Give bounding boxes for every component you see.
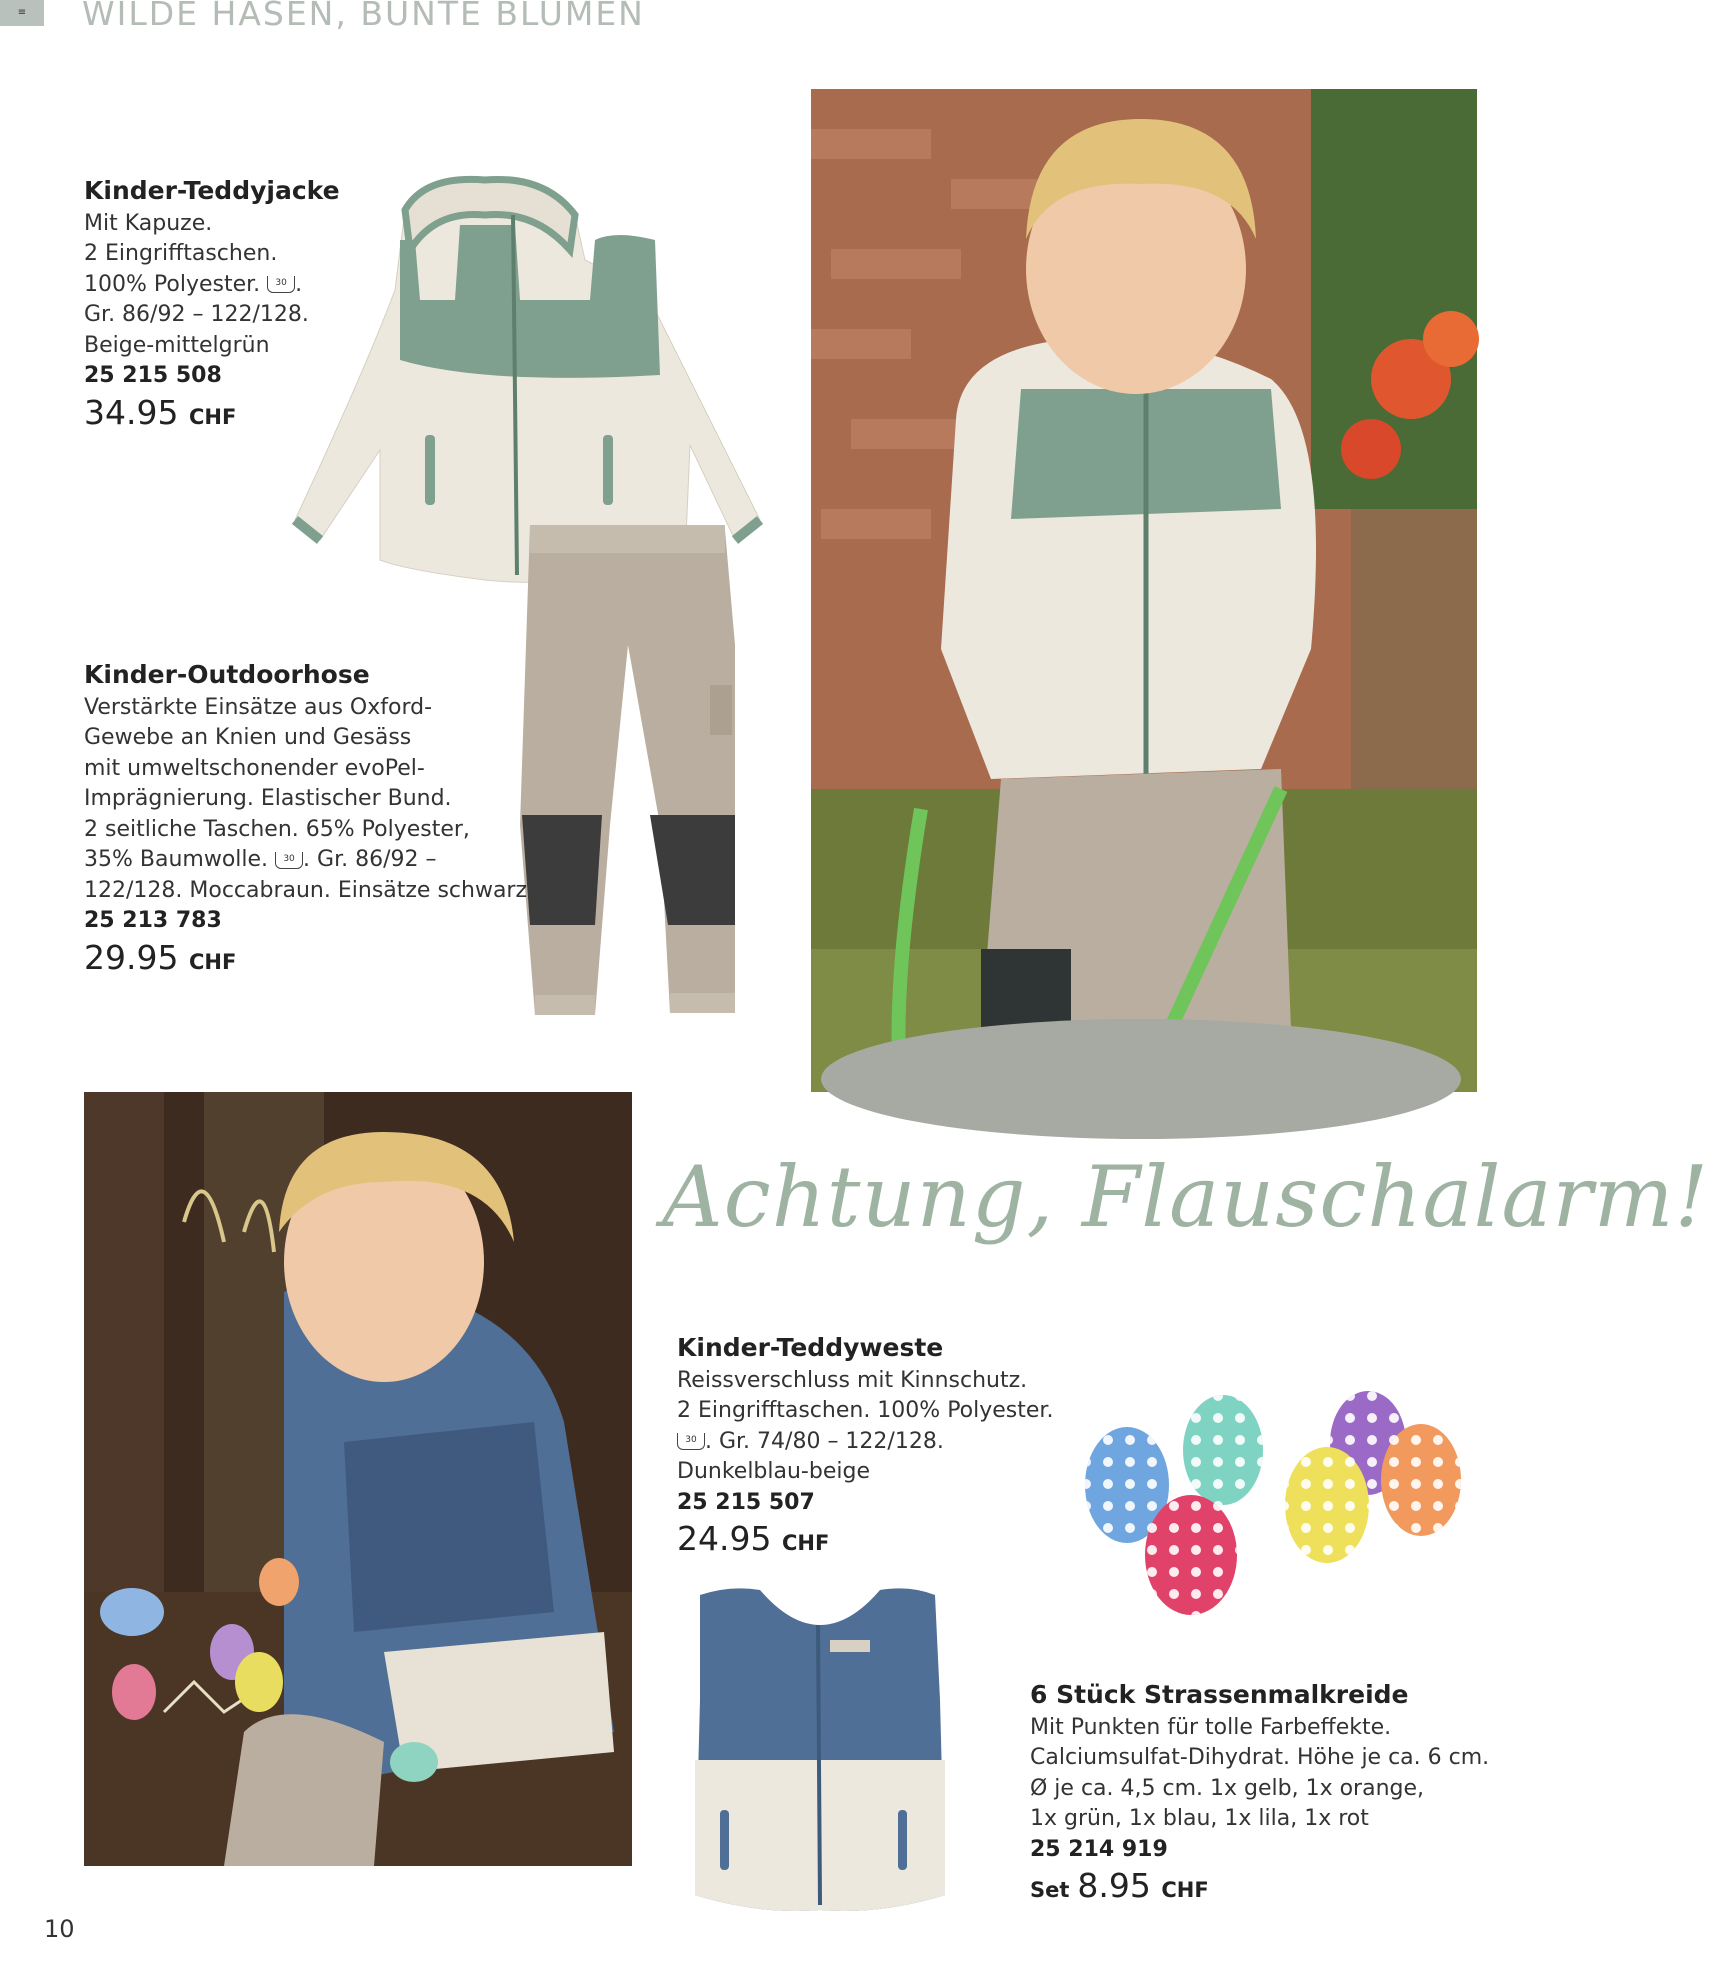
teddyweste-info: [677, 1333, 1053, 1559]
teddyjacke-price: 34.95: [84, 392, 179, 432]
outdoorhose-desc-line: Verstärkte Einsätze aus Oxford-: [84, 694, 433, 720]
teddyjacke-desc-line: Gr. 86/92 – 122/128.: [84, 302, 309, 327]
wash-30-icon: 30: [267, 276, 295, 293]
teddyweste-article-number: 25 215 507: [677, 1489, 815, 1515]
strassenmalkreide-desc-line: Mit Punkten für tolle Farbeffekte.: [1030, 1714, 1392, 1740]
strassenmalkreide-desc-line: Calciumsulfat-Dihydrat. Höhe je ca. 6 cm.: [1030, 1745, 1490, 1770]
outdoorhose-desc-line: . Gr. 86/92 –: [303, 847, 437, 872]
outdoorhose-desc-line: mit umweltschonender evoPel-: [84, 755, 425, 781]
photo-child-wheelbarrow: [811, 89, 1477, 1092]
teddyjacke-desc-line: Beige-mittelgrün: [84, 332, 270, 358]
outdoorhose-desc-line: Imprägnierung. Elastischer Bund.: [84, 786, 452, 811]
teddyjacke-desc-line: Mit Kapuze.: [84, 210, 213, 236]
photo-child-chalk: [84, 1092, 632, 1866]
chalk-egg-icon: [1381, 1424, 1461, 1536]
wash-30-icon: 30: [275, 852, 303, 869]
teddyweste-title: Kinder-Teddyweste: [677, 1333, 944, 1362]
strassenmalkreide-info: [1030, 1680, 1489, 1906]
chalk-photo-illustration: [84, 1092, 632, 1866]
outdoorhose-desc-line: Gewebe an Knien und Gesäss: [84, 725, 412, 750]
outdoorhose-desc-line: 2 seitliche Taschen. 65% Polyester,: [84, 816, 470, 842]
page-number: 10: [44, 1915, 75, 1943]
outdoorhose-price-block: [84, 937, 527, 978]
teddyweste-price: 24.95: [677, 1519, 772, 1558]
slogan-script: Achtung, Flauschalarm!: [662, 1148, 1709, 1246]
teddyweste-desc-line: Dunkelblau-beige: [677, 1459, 870, 1484]
strassenmalkreide-set-label: Set: [1030, 1878, 1070, 1902]
teddyjacke-title: Kinder-Teddyjacke: [84, 176, 340, 205]
strassenmalkreide-currency: CHF: [1161, 1878, 1209, 1902]
chalk-egg-icon: [1285, 1447, 1369, 1563]
teddyweste-price-block: [677, 1519, 1053, 1559]
outdoorhose-desc-line: 122/128. Moccabraun. Einsätze schwarz: [84, 877, 528, 903]
strassenmalkreide-desc-line: 1x grün, 1x blau, 1x lila, 1x rot: [1030, 1806, 1369, 1831]
garden-photo-illustration: [811, 89, 1477, 1092]
teddyjacke-desc-line: 2 Eingrifftaschen.: [84, 241, 278, 266]
outdoorhose-info: [84, 660, 527, 977]
strassenmalkreide-product-image: [1075, 1385, 1475, 1625]
chalk-egg-icon: [1145, 1495, 1237, 1615]
outdoorhose-article-number: 25 213 783: [84, 908, 222, 933]
outdoorhose-price: 29.95: [84, 937, 179, 977]
page-header-title: WILDE HASEN, BUNTE BLUMEN: [82, 0, 645, 33]
outdoorhose-desc-line: 35% Baumwolle.: [84, 847, 269, 872]
teddyjacke-currency: CHF: [188, 404, 237, 429]
strassenmalkreide-price: 8.95: [1077, 1866, 1151, 1905]
strassenmalkreide-article-number: 25 214 919: [1030, 1836, 1168, 1862]
chalk-egg-icon: [1183, 1395, 1263, 1505]
teddyweste-currency: CHF: [781, 1531, 830, 1555]
teddyweste-product-image: [680, 1580, 955, 1920]
teddyweste-desc-line: 2 Eingrifftaschen. 100% Polyester.: [677, 1398, 1054, 1423]
outdoorhose-currency: CHF: [188, 949, 237, 974]
vest-icon: [695, 1588, 945, 1911]
teddyjacke-article-number: 25 215 508: [84, 363, 222, 388]
strassenmalkreide-desc-line: Ø je ca. 4,5 cm. 1x gelb, 1x orange,: [1030, 1775, 1425, 1801]
header-tab: [0, 0, 44, 26]
outdoorhose-title: Kinder-Outdoorhose: [84, 660, 370, 689]
jacket-icon: [295, 179, 760, 582]
strassenmalkreide-title: 6 Stück Strassenmalkreide: [1030, 1680, 1409, 1709]
wash-30-icon: 30: [677, 1433, 705, 1450]
teddyweste-desc-line: . Gr. 74/80 – 122/128.: [705, 1428, 944, 1454]
teddyjacke-desc-line: 100% Polyester.: [84, 271, 261, 297]
teddyweste-desc-line: Reissverschluss mit Kinnschutz.: [677, 1367, 1028, 1393]
outdoorhose-product-image: [510, 525, 740, 1025]
strassenmalkreide-price-block: [1030, 1866, 1489, 1906]
header-tab-glyph: ≡: [17, 7, 27, 18]
pants-icon: [520, 525, 735, 1015]
teddyjacke-desc-suffix: .: [295, 271, 303, 297]
